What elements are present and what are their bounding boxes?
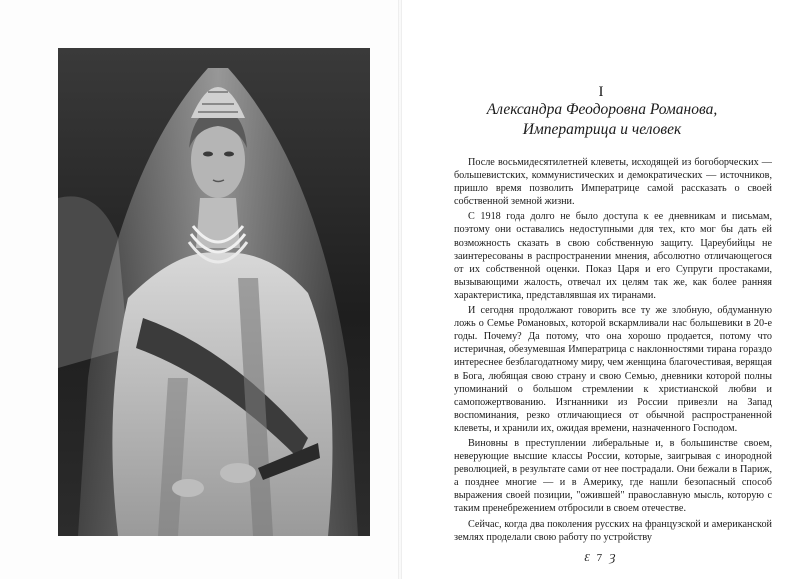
- chapter-title-line-2: Императрица и человек: [522, 121, 682, 138]
- paragraph-4: Виновны в преступлении либеральные и, в большинстве своем, неверующие высшие классы России, которые, заигрывая с инородной революцией, в результате сами от нее пострадали. Они бежали в Париж, а позднее многие — и в Америку, где нашли безопасный способ выражения своей позиции, "ожившей" православную мысль, которую с таким пренебрежением отбросили в своем отечестве.: [454, 437, 772, 515]
- ornament-right-icon: Ȝ: [608, 552, 618, 564]
- chapter-number: I: [598, 84, 604, 100]
- page-number: 7: [596, 552, 605, 564]
- ornament-left-icon: Ɛ: [584, 552, 592, 564]
- paragraph-1: После восьмидесятилетней клеветы, исходящей из богоборческих — большевистских, коммунистических и демократических — источников, пришло время позволить Императрице самой рассказать о своей собственной земной жизни.: [454, 157, 772, 208]
- page-number-footer: [402, 552, 800, 564]
- chapter-title: [432, 100, 772, 140]
- chapter-title-line-1: Александра Феодоровна Романова,: [486, 101, 718, 118]
- paragraph-2: С 1918 года долго не было доступа к ее дневникам и письмам, поэтому они оставались недоступными для тех, кто мог бы дать ей возможность сказать в свою собственную защиту. Цареубийцы не заинтересованы в распространении мнения, абсолютно отличающегося от их собственной оценки. Показ Царя и его Супруги простаками, вызывающими жалость, отвечал их целям так же, как более ранняя характеристика, представлявшая их тиранами.: [454, 211, 772, 301]
- paragraph-5: Сейчас, когда два поколения русских на французской и американской землях проделали свою работу по устройству: [454, 518, 772, 543]
- right-page: [402, 0, 800, 579]
- paragraph-3: И сегодня продолжают говорить все ту же злобную, обдуманную ложь о Семье Романовых, которой вскармливали нас большевики в 20-е годы. Почему? Да потому, что она хорошо продается, потому что истеричная, обезумевшая Императрица с наклонностями тирана гораздо интереснее безблагодатному миру, чем женщина благочестивая, верящая в Бога, любящая свою страну и свою Семью, дневники которой полны упоминаний о большом стремлении к христианской любви и самопожертвованию. Изгнанники из России привезли на Запад воспоминания, резко отличающиеся от обычной распространенной клеветы, и хранили их, ожидая времени, назначенного Господом.: [454, 305, 772, 434]
- portrait-photo: [58, 48, 370, 536]
- chapter-body: [454, 156, 772, 546]
